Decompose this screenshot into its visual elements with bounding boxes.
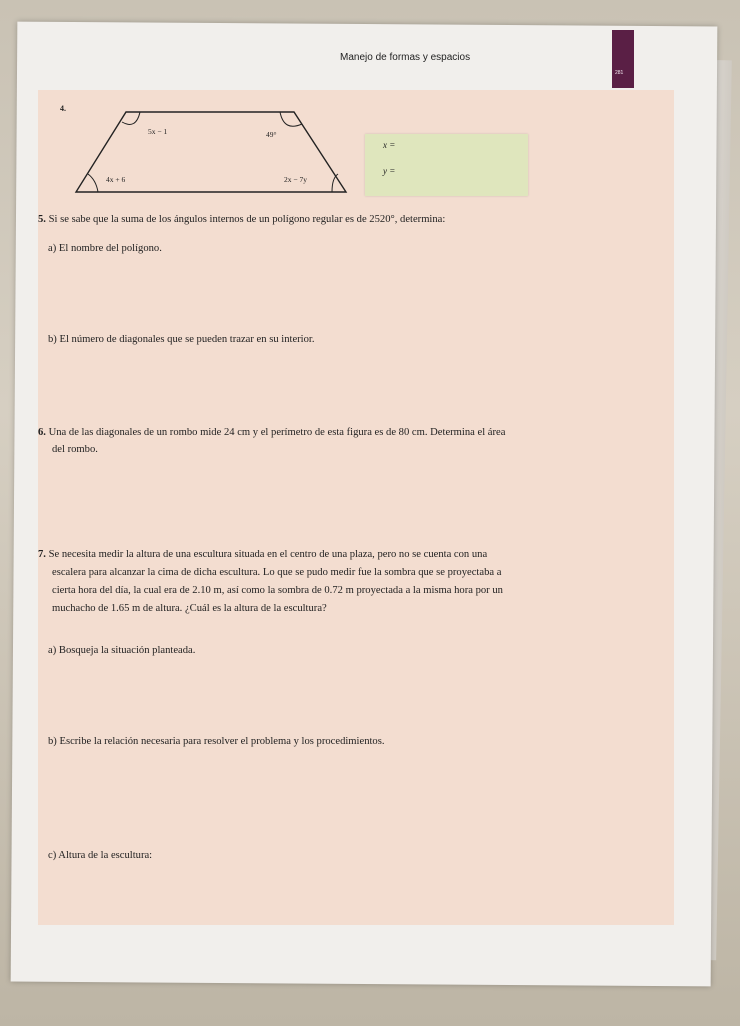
label-top-right: 49°: [266, 130, 277, 139]
problem-7b: b) Escribe la relación necesaria para resolver el problema y los procedimientos.: [48, 736, 385, 747]
label-bottom-left: 4x + 6: [106, 175, 126, 184]
problem-6-line1: Una de las diagonales de un rombo mide 24 cm y el perímetro de esta figura es de 80 cm. Determina el área: [48, 427, 506, 438]
page-number: 281: [615, 70, 624, 76]
problem-4-number: 4.: [60, 104, 66, 113]
problem-5-text: Si se sabe que la suma de los ángulos internos de un polígono regular es de 2520°, determina:: [48, 214, 446, 225]
label-top-left: 5x − 1: [148, 127, 168, 136]
trapezoid-diagram: [70, 104, 360, 200]
problem-6: [38, 424, 505, 441]
problem-7a: a) Bosqueja la situación planteada.: [48, 645, 196, 656]
problem-7-number: 7.: [38, 549, 46, 560]
problem-6-number: 6.: [38, 427, 46, 438]
problem-5-number: 5.: [38, 214, 46, 225]
problem-5a: a) El nombre del polígono.: [48, 243, 162, 254]
problem-6-line2: del rombo.: [52, 444, 98, 455]
angle-arc-bottom-left: [88, 174, 98, 192]
problem-5: [38, 211, 445, 228]
problem-7-line4: muchacho de 1.65 m de altura. ¿Cuál es la altura de la escultura?: [52, 603, 327, 614]
answer-box: [365, 134, 528, 196]
page-number-tab: [612, 30, 634, 88]
problem-7-line3: cierta hora del día, la cual era de 2.10 m, así como la sombra de 0.72 m proyectada a la misma hora por un: [52, 585, 503, 596]
problem-7: [38, 546, 487, 563]
page-header-title: Manejo de formas y espacios: [340, 52, 471, 63]
angle-arc-bottom-right: [332, 174, 338, 192]
answer-x: x =: [383, 140, 396, 150]
problem-5b: b) El número de diagonales que se pueden trazar en su interior.: [48, 334, 315, 345]
answer-y: y =: [383, 166, 396, 176]
problem-7c: c) Altura de la escultura:: [48, 850, 153, 861]
problem-7-line2: escalera para alcanzar la cima de dicha escultura. Lo que se pudo medir fue la sombra que se proyectaba a: [52, 567, 502, 578]
label-bottom-right: 2x − 7y: [284, 175, 307, 184]
problem-7-line1: Se necesita medir la altura de una escultura situada en el centro de una plaza, pero no se cuenta con una: [48, 549, 488, 560]
